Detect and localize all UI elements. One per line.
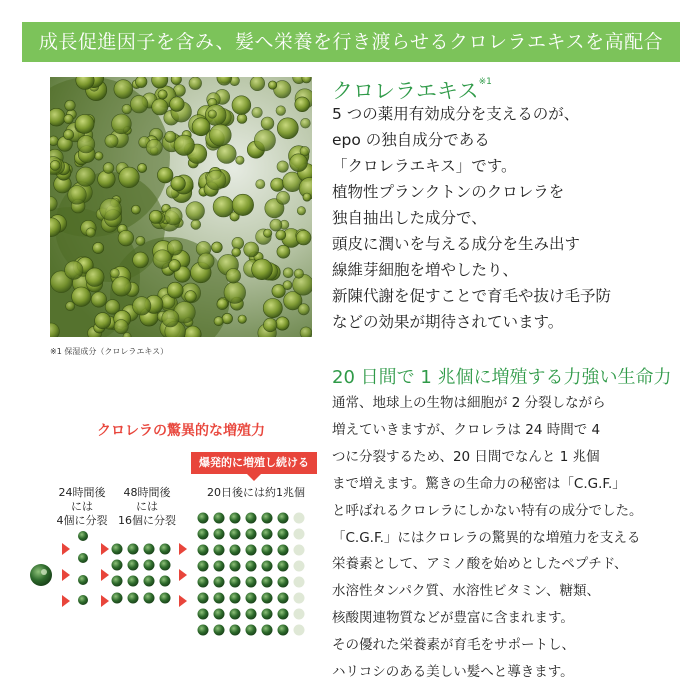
section2-line: 「C.G.F.」にはクロレラの驚異的な増殖力を支える — [332, 529, 641, 546]
stage2-cell — [144, 544, 155, 555]
right-arrow-icon — [62, 543, 70, 555]
section2-line: まで増えます。驚きの生命力の秘密は「C.G.F.」 — [332, 475, 626, 492]
single-cell — [30, 564, 52, 586]
stage3-cell — [278, 593, 289, 604]
stage3-cell — [230, 593, 241, 604]
stage3-cell — [246, 513, 257, 524]
stage3-cell — [198, 609, 209, 620]
stage3-cell — [214, 545, 225, 556]
stage3-cell-fading — [294, 625, 305, 636]
stage2-cell — [144, 576, 155, 587]
stage2-cell — [128, 576, 139, 587]
stage1-cell — [78, 553, 88, 563]
stage3-cell — [262, 593, 273, 604]
stage3-cell — [262, 625, 273, 636]
stage3-cell — [214, 593, 225, 604]
stage3-cell — [198, 593, 209, 604]
stage3-cell — [214, 609, 225, 620]
stage3-cell — [262, 561, 273, 572]
stage3-cell — [230, 625, 241, 636]
stage3-cell — [278, 577, 289, 588]
stage1-cell — [78, 575, 88, 585]
stage3-cell — [198, 545, 209, 556]
stage3-label: 20日後には約1兆個 — [207, 486, 305, 499]
section1-line: 新陳代謝を促すことで育毛や抜け毛予防 — [332, 287, 612, 305]
stage2-label: 48時間後 には 16個に分裂 — [118, 486, 176, 527]
right-arrow-icon — [101, 543, 109, 555]
stage3-cell — [246, 577, 257, 588]
stage3-cell — [278, 513, 289, 524]
stage3-cell-fading — [294, 593, 305, 604]
stage3-cell — [278, 609, 289, 620]
stage1-cell — [78, 531, 88, 541]
stage2-cell — [112, 576, 123, 587]
right-arrow-icon — [179, 595, 187, 607]
section2-line: その優れた栄養素が育毛をサポートし、 — [332, 637, 575, 654]
stage2-cell — [160, 560, 171, 571]
section1-title-text: クロレラエキス — [332, 79, 479, 103]
stage2-cell — [112, 593, 123, 604]
right-arrow-icon — [179, 543, 187, 555]
right-arrow-icon — [179, 569, 187, 581]
section1-line: などの効果が期待されています。 — [332, 313, 564, 331]
stage3-cell — [198, 513, 209, 524]
right-arrow-icon — [62, 595, 70, 607]
stage3-cell — [262, 529, 273, 540]
stage3-cell — [246, 609, 257, 620]
stage3-cell — [278, 545, 289, 556]
stage3-cell — [214, 577, 225, 588]
section2-line: つに分裂するため、20 日間でなんと 1 兆個 — [332, 448, 600, 465]
stage3-cell — [262, 577, 273, 588]
section2-line: 核酸関連物質などが豊富に含まれます。 — [332, 610, 574, 627]
stage3-cell — [246, 593, 257, 604]
stage3-cell — [230, 529, 241, 540]
stage3-cell — [214, 625, 225, 636]
stage1-label: 24時間後 には 4個に分裂 — [56, 486, 108, 527]
stage3-cell — [278, 529, 289, 540]
stage2-cell — [112, 560, 123, 571]
right-arrow-icon — [101, 595, 109, 607]
photo-caption: ※1 保湿成分（クロレラエキス） — [50, 347, 169, 356]
stage3-cell — [198, 561, 209, 572]
stage3-cell — [278, 625, 289, 636]
stage3-cell — [230, 513, 241, 524]
stage2-cell — [112, 544, 123, 555]
stage2-cell — [160, 576, 171, 587]
cell-highlight — [41, 569, 47, 575]
stage2-cell — [128, 593, 139, 604]
stage2-cell — [128, 560, 139, 571]
stage3-cell — [214, 513, 225, 524]
section1-title-note: ※1 — [478, 77, 492, 87]
stage3-cell — [246, 625, 257, 636]
section2-line: ハリコシのある美しい髪へと導きます。 — [332, 664, 574, 681]
stage3-cell — [246, 561, 257, 572]
right-arrow-icon — [101, 569, 109, 581]
stage3-cell — [230, 577, 241, 588]
stage3-cell — [230, 545, 241, 556]
section2-line: 通常、地球上の生物は細胞が 2 分裂しながら — [332, 395, 606, 411]
section1-line: 「クロレラエキス」です。 — [332, 157, 517, 175]
section1-line: epo の独自成分である — [332, 131, 490, 149]
section1-line: 5 つの薬用有効成分を支えるのが、 — [332, 105, 580, 123]
stage2-cell — [160, 544, 171, 555]
stage2-cell — [128, 544, 139, 555]
stage3-cell — [214, 529, 225, 540]
section1-line: 植物性プランクトンのクロレラを — [332, 183, 565, 201]
section1-line: 頭皮に潤いを与える成分を生み出す — [332, 235, 581, 253]
headline-banner: 成長促進因子を含み、髪へ栄養を行き渡らせるクロレラエキスを高配合 — [22, 22, 680, 62]
stage3-cell — [198, 625, 209, 636]
stage1-cell — [78, 595, 88, 605]
stage3-cell — [230, 609, 241, 620]
section1-line: 独自抽出した成分で、 — [332, 209, 487, 227]
stage3-cell-fading — [294, 609, 305, 620]
explosive-growth-badge: 爆発的に増殖し続ける — [191, 452, 317, 474]
stage3-cell — [246, 545, 257, 556]
stage3-cell — [214, 561, 225, 572]
stage3-cell — [246, 529, 257, 540]
section2-line: 水溶性タンパク質、水溶性ビタミン、糖類、 — [332, 583, 600, 600]
stage3-cell-fading — [294, 545, 305, 556]
stage2-cell — [160, 593, 171, 604]
section2-line: と呼ばれるクロレラにしかない特有の成分でした。 — [332, 502, 643, 519]
stage3-cell — [198, 577, 209, 588]
stage3-cell — [230, 561, 241, 572]
stage3-cell-fading — [294, 529, 305, 540]
stage2-cell — [144, 593, 155, 604]
stage3-cell — [198, 529, 209, 540]
stage3-cell — [278, 561, 289, 572]
stage3-cell — [262, 545, 273, 556]
stage3-cell — [262, 513, 273, 524]
section2-line: 増えていきますが、クロレラは 24 時間で 4 — [332, 421, 601, 438]
section1-line: 線維芽細胞を増やしたり、 — [332, 261, 519, 279]
stage3-cell-fading — [294, 577, 305, 588]
right-arrow-icon — [62, 569, 70, 581]
stage3-cell-fading — [294, 513, 305, 524]
stage2-cell — [144, 560, 155, 571]
section2-title: 20 日間で 1 兆個に増殖する力強い生命力 — [332, 367, 672, 388]
growth-figure-title: クロレラの驚異的な増殖力 — [97, 423, 265, 439]
section2-line: 栄養素として、アミノ酸を始めとしたペプチド、 — [332, 556, 628, 573]
stage3-cell-fading — [294, 561, 305, 572]
stage3-cell — [262, 609, 273, 620]
